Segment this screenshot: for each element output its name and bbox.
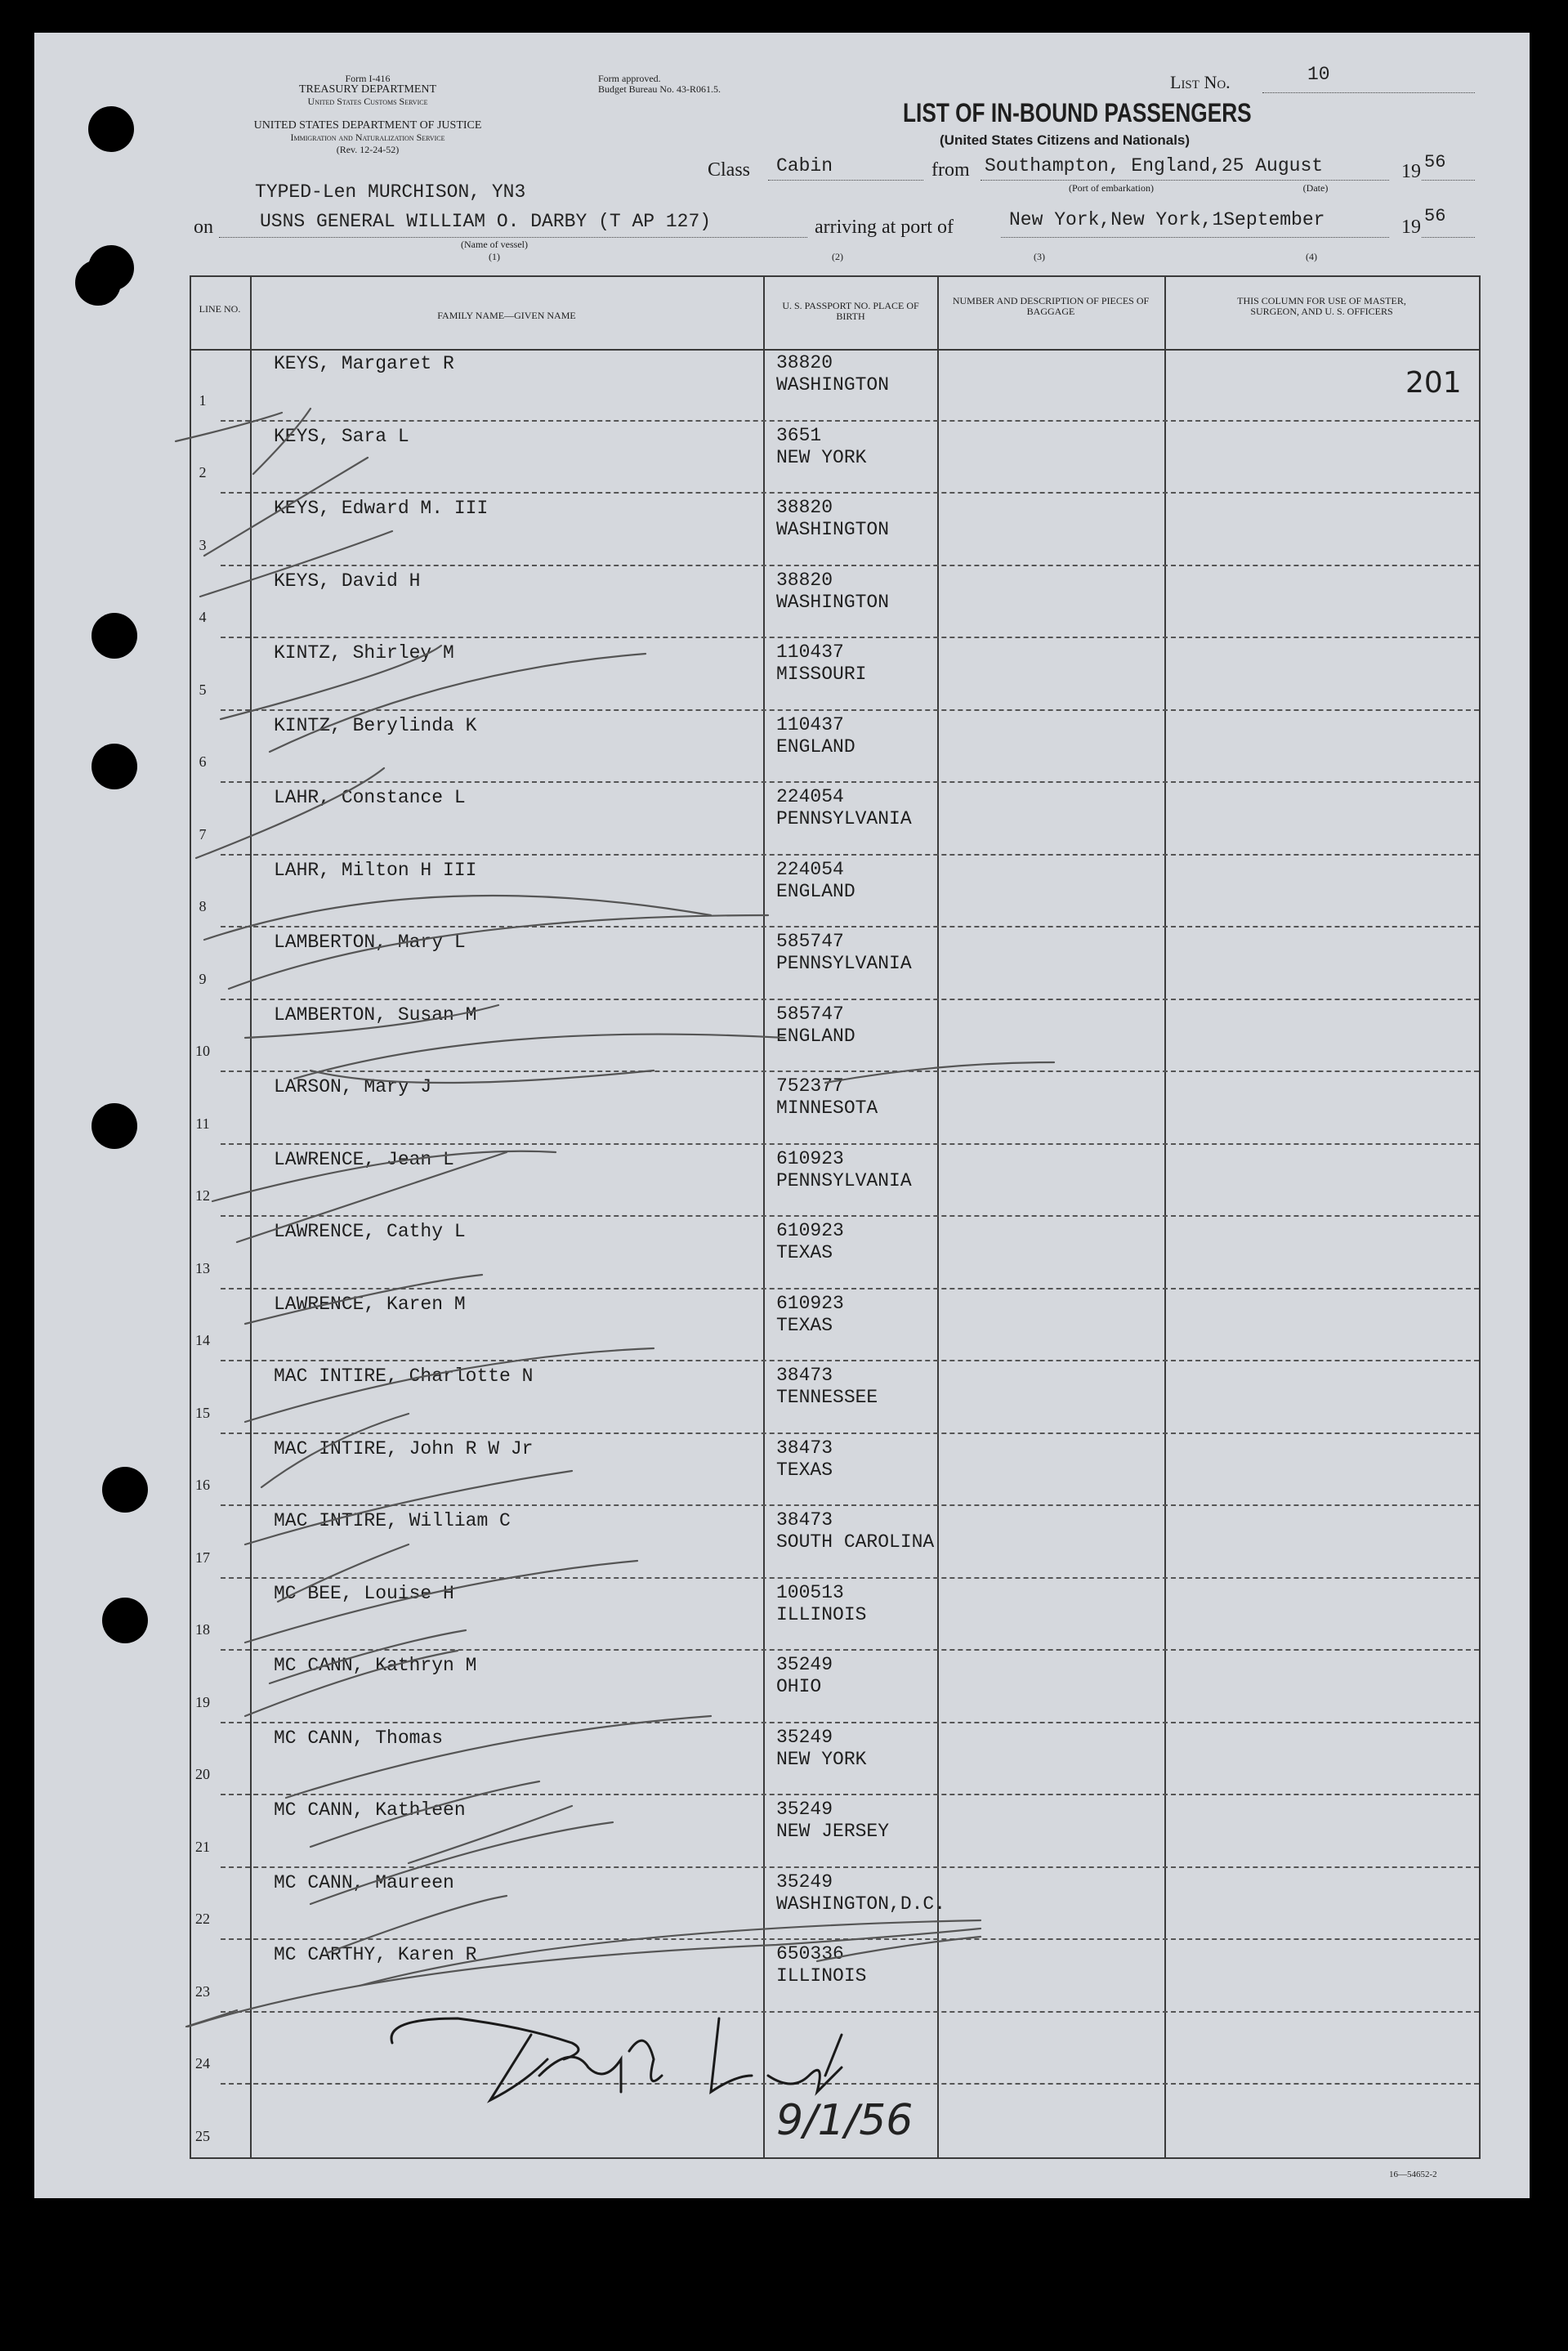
passenger-name: KINTZ, Berylinda K	[274, 714, 477, 736]
line-number: 15	[195, 1404, 210, 1421]
vessel-caption: (Name of vessel)	[461, 239, 528, 250]
passenger-name: KEYS, Edward M. III	[274, 498, 489, 519]
birthplace: NEW YORK	[776, 1748, 867, 1770]
passenger-name: MAC INTIRE, John R W Jr	[274, 1437, 534, 1459]
ins-service: Immigration and Naturalization Service	[290, 132, 445, 143]
from-label: from	[931, 159, 970, 181]
caption-3: (3)	[1034, 251, 1045, 262]
line-number: 20	[195, 1766, 210, 1782]
arrival-port: New York,New York,1September	[1009, 209, 1325, 230]
justice-dept: UNITED STATES DEPARTMENT OF JUSTICE	[253, 119, 482, 132]
col-header-name: FAMILY NAME—GIVEN NAME	[437, 310, 576, 321]
line-number: 10	[195, 1043, 210, 1059]
caption-1: (1)	[489, 251, 500, 262]
passport-number: 38820	[776, 497, 833, 518]
birthplace: WASHINGTON	[776, 591, 890, 613]
passenger-name: MC CANN, Thomas	[274, 1727, 444, 1749]
col-header-baggage: NUMBER AND DESCRIPTION OF PIECES OF BAGGAGE	[952, 295, 1150, 317]
passport-number: 35249	[776, 1726, 833, 1748]
passport-number: 650336	[776, 1943, 844, 1964]
revision: (Rev. 12-24-52)	[336, 144, 400, 155]
line-number: 25	[195, 2127, 210, 2144]
passport-number: 610923	[776, 1220, 844, 1241]
line-number: 3	[199, 536, 207, 553]
arrival-year: 56	[1424, 206, 1446, 226]
line-number: 23	[195, 1982, 210, 2000]
birthplace: SOUTH CAROLINA	[776, 1531, 935, 1553]
line-number: 5	[199, 681, 207, 698]
customs-service: United States Customs Service	[307, 96, 428, 107]
line-number: 7	[199, 825, 207, 843]
passenger-name: LAWRENCE, Jean L	[274, 1148, 454, 1170]
passenger-name: KINTZ, Shirley M	[274, 642, 454, 664]
line-number: 18	[195, 1621, 210, 1638]
year-prefix: 19	[1401, 217, 1421, 238]
birthplace: TENNESSEE	[776, 1387, 878, 1408]
col-header-line-no: LINE NO.	[199, 303, 241, 315]
birthplace: NEW JERSEY	[776, 1821, 890, 1842]
caption-4: (4)	[1306, 251, 1317, 262]
passport-number: 110437	[776, 641, 844, 663]
birthplace: WASHINGTON	[776, 519, 890, 540]
page-stamp-number: 201	[1405, 366, 1462, 400]
signature-date: 9/1/56	[776, 2096, 914, 2145]
passport-number: 35249	[776, 1654, 833, 1675]
birthplace: PENNSYLVANIA	[776, 953, 912, 974]
passport-number: 224054	[776, 858, 844, 880]
passenger-name: KEYS, Margaret R	[274, 353, 454, 374]
form-approved: Form approved.	[598, 73, 661, 84]
passport-number: 224054	[776, 786, 844, 807]
passenger-name: KEYS, Sara L	[274, 425, 409, 447]
passport-number: 38473	[776, 1365, 833, 1386]
line-number: 9	[199, 970, 207, 987]
line-number: 19	[195, 1693, 210, 1710]
year-prefix: 19	[1401, 161, 1421, 182]
passport-number: 35249	[776, 1799, 833, 1820]
birthplace: TEXAS	[776, 1314, 833, 1336]
passport-number: 3651	[776, 424, 822, 446]
date-caption: (Date)	[1302, 182, 1329, 194]
on-label: on	[194, 217, 213, 238]
passport-number: 110437	[776, 713, 844, 735]
line-number: 17	[195, 1549, 210, 1566]
passenger-name: LAMBERTON, Susan M	[274, 1003, 477, 1026]
from-year: 56	[1424, 152, 1446, 172]
birthplace: PENNSYLVANIA	[776, 1169, 912, 1191]
line-number: 21	[195, 1838, 210, 1855]
line-number: 8	[199, 898, 207, 914]
line-number: 16	[195, 1477, 210, 1493]
birthplace: PENNSYLVANIA	[776, 808, 912, 829]
passenger-name: MC BEE, Louise H	[274, 1582, 454, 1604]
birthplace: OHIO	[776, 1676, 822, 1697]
line-number: 22	[195, 1911, 210, 1927]
passenger-name: MAC INTIRE, Charlotte N	[274, 1365, 534, 1387]
passport-number: 585747	[776, 1003, 844, 1025]
passport-number: 35249	[776, 1871, 833, 1893]
page-subtitle: (United States Citizens and Nationals)	[940, 132, 1191, 148]
passport-number: 585747	[776, 931, 844, 952]
passenger-name: LAWRENCE, Karen M	[274, 1293, 466, 1315]
passenger-name: MC CANN, Maureen	[274, 1871, 454, 1893]
line-number: 14	[195, 1332, 210, 1348]
caption-2: (2)	[832, 251, 843, 262]
birthplace: MISSOURI	[776, 664, 867, 685]
passenger-name: MC CARTHY, Karen R	[274, 1944, 477, 1965]
birthplace: TEXAS	[776, 1459, 833, 1481]
list-no-label: List No.	[1170, 72, 1231, 92]
line-number: 1	[199, 391, 207, 409]
birthplace: ILLINOIS	[776, 1965, 867, 1987]
birthplace: ENGLAND	[776, 1025, 855, 1047]
passenger-name: MC CANN, Kathryn M	[274, 1655, 477, 1676]
footer-code: 16—54652-2	[1389, 2170, 1437, 2179]
treasury-dept: TREASURY DEPARTMENT	[298, 83, 437, 96]
passenger-name: MAC INTIRE, William C	[274, 1510, 511, 1531]
birthplace: ENGLAND	[776, 880, 855, 902]
passport-number: 38820	[776, 569, 833, 591]
vessel-name: USNS GENERAL WILLIAM O. DARBY (T AP 127)	[260, 211, 712, 232]
birthplace: WASHINGTON	[776, 374, 890, 396]
passenger-name: LAWRENCE, Cathy L	[274, 1221, 466, 1242]
line-number: 6	[199, 753, 207, 770]
form-number: Form I-416	[345, 73, 391, 84]
birthplace: ILLINOIS	[776, 1603, 867, 1625]
typed-by: TYPED-Len MURCHISON, YN3	[255, 181, 526, 203]
class-label: Class	[708, 159, 751, 181]
passport-number: 752377	[776, 1075, 844, 1097]
passport-number: 610923	[776, 1292, 844, 1314]
line-number: 11	[195, 1115, 210, 1132]
passenger-name: LAHR, Milton H III	[274, 859, 477, 881]
passenger-name: LARSON, Mary J	[274, 1076, 432, 1097]
birthplace: WASHINGTON,D.C.	[776, 1893, 946, 1915]
arriving-label: arriving at port of	[815, 217, 954, 238]
line-number: 24	[195, 2055, 210, 2072]
line-number: 13	[195, 1259, 210, 1276]
page-title: LIST OF IN-BOUND PASSENGERS	[903, 98, 1252, 127]
passenger-name: KEYS, David H	[274, 570, 421, 592]
passport-number: 38820	[776, 352, 833, 373]
budget-bureau: Budget Bureau No. 43-R061.5.	[598, 83, 721, 95]
passenger-name: MC CANN, Kathleen	[274, 1799, 466, 1821]
col-header-passport: U. S. PASSPORT NO. PLACE OF BIRTH	[782, 300, 919, 322]
line-number: 4	[199, 609, 207, 625]
birthplace: ENGLAND	[776, 735, 855, 758]
passport-number: 38473	[776, 1437, 833, 1459]
passport-number: 610923	[776, 1147, 844, 1169]
line-number: 2	[199, 464, 207, 480]
port-embark-caption: (Port of embarkation)	[1069, 182, 1154, 194]
birthplace: NEW YORK	[776, 446, 867, 468]
birthplace: MINNESOTA	[776, 1097, 878, 1119]
birthplace: TEXAS	[776, 1242, 833, 1263]
list-no-value: 10	[1307, 64, 1330, 85]
passenger-name: LAMBERTON, Mary L	[274, 932, 466, 953]
class-value: Cabin	[776, 155, 833, 177]
col-header-officers: THIS COLUMN FOR USE OF MASTER, SURGEON, AND U. S. OFFICERS	[1237, 295, 1406, 317]
passport-number: 100513	[776, 1581, 844, 1603]
passenger-name: LAHR, Constance L	[274, 787, 466, 808]
embarkation-value: Southampton, England,25 August	[985, 155, 1324, 177]
passport-number: 38473	[776, 1509, 833, 1531]
line-number: 12	[195, 1187, 210, 1204]
